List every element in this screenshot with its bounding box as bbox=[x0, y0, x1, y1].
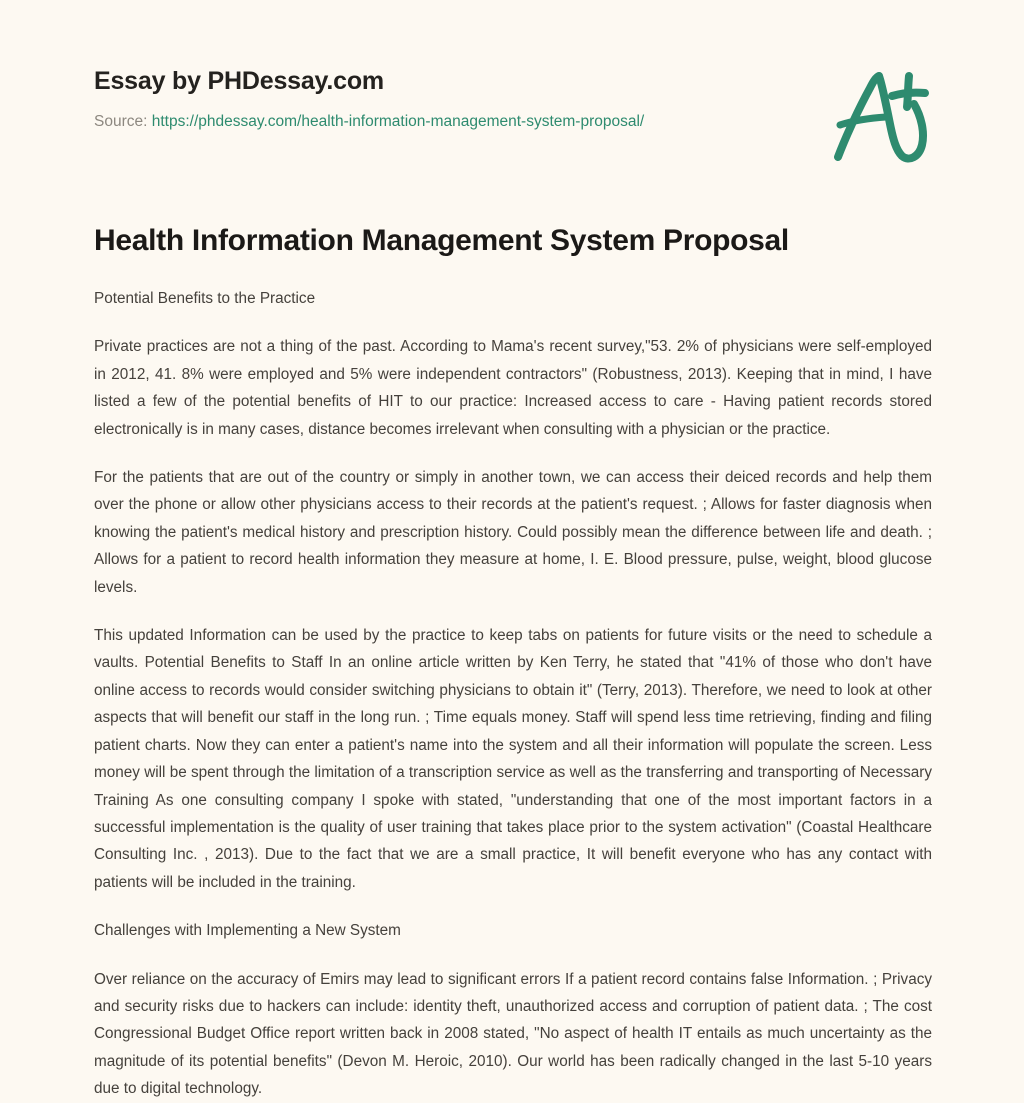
body-paragraph: For the patients that are out of the country or simply in another town, we can access their deiced records and help them over the phone or allow other physicians access to their records at the patient's request. ; Allows for faster diagnosis when knowing the patient's medical history and prescription history. Could possibly mean the difference between life and death. ; Allows for a patient to record health information they measure at home, I. E. Blood pressure, pulse, weight, blood glucose levels. bbox=[94, 469, 932, 596]
a-plus-logo-icon bbox=[826, 62, 938, 174]
section-subheading: Challenges with Implementing a New System bbox=[94, 922, 401, 940]
essay-body bbox=[94, 285, 932, 1103]
page-title: Health Information Management System Proposal bbox=[94, 224, 789, 257]
source-url-link[interactable]: https://phdessay.com/health-information-management-system-proposal/ bbox=[151, 113, 645, 130]
body-paragraph: Private practices are not a thing of the past. According to Mama's recent survey,"53. 2% of physicians were self-employed in 2012, 41. 8% were employed and 5% were independent contractors" (Robustness, 2013). Keeping that in mind, I have listed a few of the potential benefits of HIT to our practice: Increased access to care - Having patient records stored electronically is in many cases, distance becomes irrelevant when consulting with a physician or the practice. bbox=[94, 338, 932, 438]
section-subheading: Potential Benefits to the Practice bbox=[94, 290, 316, 307]
brand-title: Essay by PHDessay.com bbox=[94, 67, 384, 95]
body-paragraph: Over reliance on the accuracy of Emirs may lead to significant errors If a patient record contains false Information. ; Privacy and security risks due to hackers can include: identity theft, unauthorized access and corruption of patient data. ; The cost Congressional Budget Office report written back in 2008 stated, "No aspect of health IT entails as much uncertainty as the magnitude of its potential benefits" (Devon M. Heroic, 2010). Our world has been radically changed in the last 5-10 years due to digital technology. bbox=[94, 970, 932, 1098]
body-paragraph: This updated Information can be used by the practice to keep tabs on patients for future visits or the need to schedule a vaults. Potential Benefits to Staff In an online article written by Ken Terry, he stated that "41% of those who don't have online access to records would consider switching physicians to obtain it" (Terry, 2013). Therefore, we need to look at other aspects that will benefit our staff in the long run. ; Time equals money. Staff will spend less time retrieving, finding and filing patient charts. Now they can enter a patient's name into the system and all their information will populate the screen. Less money will be spent through the limitation of a transcription service as well as the transferring and transporting of Necessary Training As one consulting company I spoke with stated, "understanding that one of the most important factors in a successful implementation is the quality of user training that takes place prior to the system activation" (Coastal Healthcare Consulting Inc. , 2013). Due to the fact that we are a small practice, It will benefit everyone who has any contact with patients will be included in the training. bbox=[94, 627, 932, 891]
source-label: Source: bbox=[94, 113, 148, 130]
a-plus-logo bbox=[826, 62, 938, 174]
